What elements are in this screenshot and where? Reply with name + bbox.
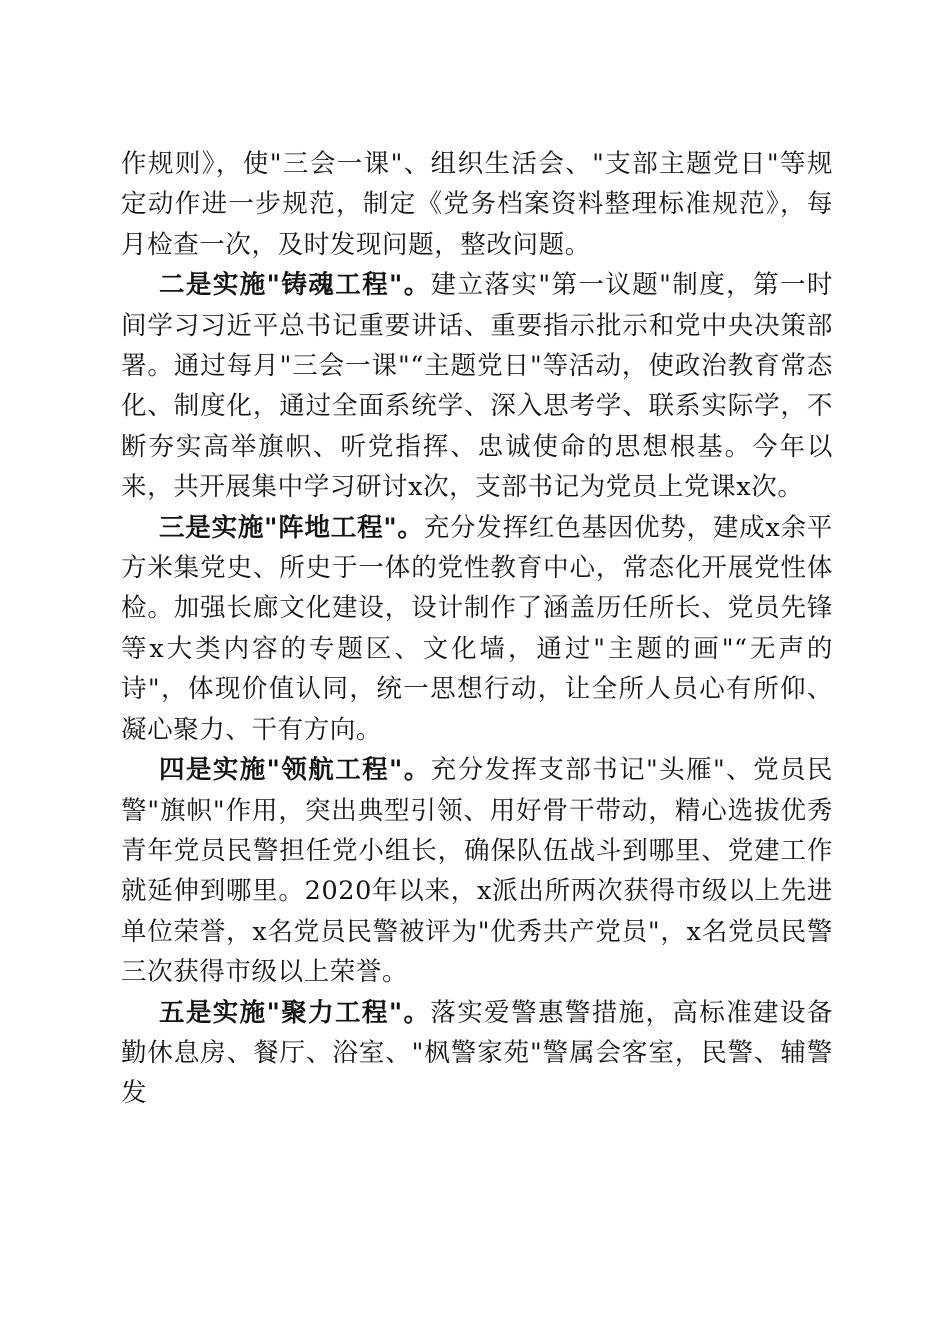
document-body [121, 144, 833, 1114]
paragraph-juli [121, 993, 833, 1114]
paragraph-text: 充分发挥支部书记"头雁"、党员民警"旗帜"作用，突出典型引领、用好骨干带动，精心选拔优秀青年党员民警担任党小组长，确保队伍战斗到哪里、党建工作就延伸到哪里。2020年以来，x派出所两次获得市级以上先进单位荣誉，x名党员民警被评为"优秀共产党员"，x名党员民警三次获得市级以上荣誉。 [121, 755, 833, 988]
paragraph-heading: 二是实施"铸魂工程"。 [159, 270, 431, 301]
paragraph-continuation [121, 144, 833, 265]
paragraph-zhuhun [121, 265, 833, 507]
paragraph-text: 建立落实"第一议题"制度，第一时间学习习近平总书记重要讲话、重要指示批示和党中央决策部署。通过每月"三会一课"“主题党日"等活动，使政治教育常态化、制度化，通过全面系统学、深入思考学、联系实际学，不断夯实高举旗帜、听党指挥、忠诚使命的思想根基。今年以来，共开展集中学习研讨x次，支部书记为党员上党课x次。 [121, 270, 833, 503]
paragraph-heading: 四是实施"领航工程"。 [159, 755, 431, 786]
paragraph-text: 落实爱警惠警措施，高标准建设备勤休息房、餐厅、浴室、"枫警家苑"警属会客室，民警、辅警发 [121, 997, 833, 1109]
paragraph-zhendi [121, 508, 833, 750]
paragraph-text: 作规则》，使"三会一课"、组织生活会、"支部主题党日"等规定动作进一步规范，制定《党务档案资料整理标准规范》，每月检查一次，及时发现问题，整改问题。 [121, 149, 833, 260]
paragraph-heading: 五是实施"聚力工程"。 [159, 997, 431, 1028]
paragraph-heading: 三是实施"阵地工程"。 [159, 512, 424, 543]
paragraph-text: 充分发挥红色基因优势，建成x余平方米集党史、所史于一体的党性教育中心，常态化开展党性体检。加强长廊文化建设，设计制作了涵盖历任所长、党员先锋等x大类内容的专题区、文化墙，通过"主题的画"“无声的诗"，体现价值认同，统一思想行动，让全所人员心有所仰、凝心聚力、干有方向。 [121, 512, 834, 745]
paragraph-linghang [121, 750, 833, 992]
